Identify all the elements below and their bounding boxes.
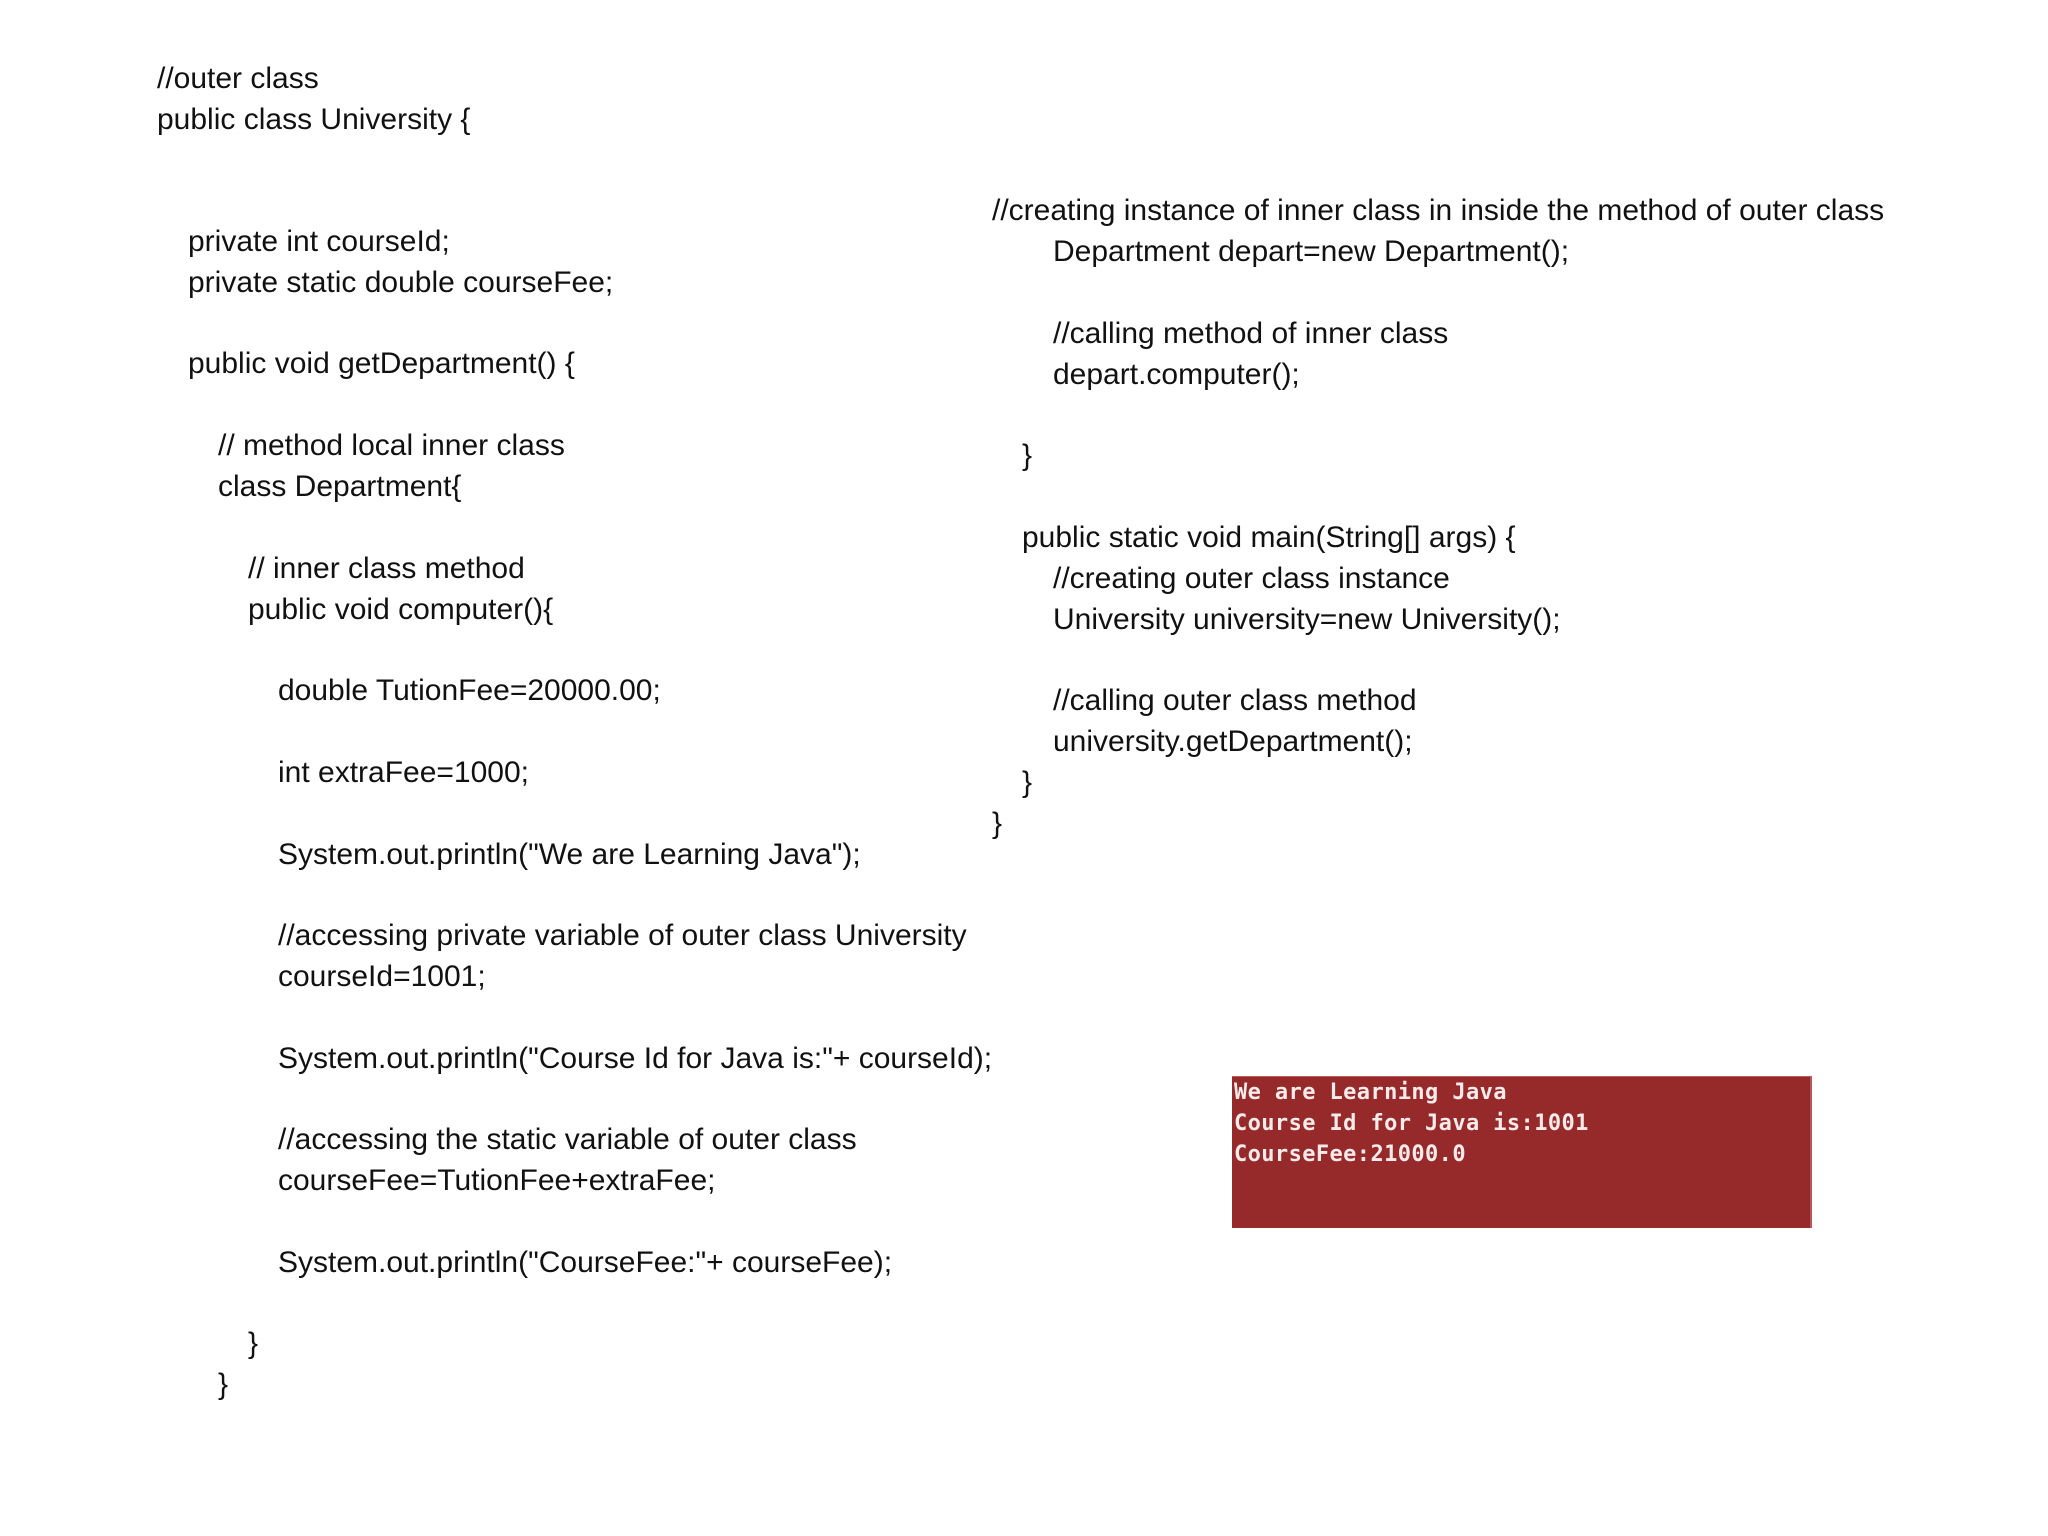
console-line: CourseFee:21000.0 <box>1234 1142 1466 1167</box>
code-line: //accessing private variable of outer class University <box>278 919 967 952</box>
code-line: university.getDepartment(); <box>1053 725 1413 758</box>
code-line: courseFee=TutionFee+extraFee; <box>278 1164 716 1197</box>
code-line: // method local inner class <box>218 429 565 462</box>
code-line: public void getDepartment() { <box>188 347 575 380</box>
code-line: class Department{ <box>218 470 462 503</box>
code-line: public void computer(){ <box>248 593 554 626</box>
code-line: //outer class <box>157 62 319 95</box>
code-line: // inner class method <box>248 552 525 585</box>
code-line: public static void main(String[] args) { <box>1022 521 1516 554</box>
code-line: University university=new University(); <box>1053 603 1561 636</box>
code-line: } <box>1022 439 1033 472</box>
code-line: public class University { <box>157 103 471 136</box>
code-line: courseId=1001; <box>278 960 486 993</box>
code-line: //calling method of inner class <box>1053 317 1449 350</box>
code-line: private int courseId; <box>188 225 450 258</box>
code-line: } <box>218 1368 229 1401</box>
code-line: } <box>248 1327 259 1360</box>
code-line: } <box>1022 766 1033 799</box>
code-line: System.out.println("Course Id for Java is:"+ courseId); <box>278 1042 993 1075</box>
code-line: } <box>992 807 1003 840</box>
code-line: System.out.println("CourseFee:"+ courseFee); <box>278 1246 893 1279</box>
code-line: System.out.println("We are Learning Java"); <box>278 838 861 871</box>
code-line: double TutionFee=20000.00; <box>278 674 661 707</box>
code-line: depart.computer(); <box>1053 358 1300 391</box>
code-line: Department depart=new Department(); <box>1053 235 1570 268</box>
console-line: We are Learning Java <box>1234 1080 1507 1105</box>
code-line: //creating instance of inner class in inside the method of outer class <box>992 194 1885 227</box>
console-output-panel <box>1232 1076 1812 1228</box>
code-line: //creating outer class instance <box>1053 562 1450 595</box>
code-line: private static double courseFee; <box>188 266 614 299</box>
code-line: //accessing the static variable of outer class <box>278 1123 857 1156</box>
code-line: //calling outer class method <box>1053 684 1417 717</box>
console-line: Course Id for Java is:1001 <box>1234 1111 1589 1136</box>
code-line: int extraFee=1000; <box>278 756 530 789</box>
